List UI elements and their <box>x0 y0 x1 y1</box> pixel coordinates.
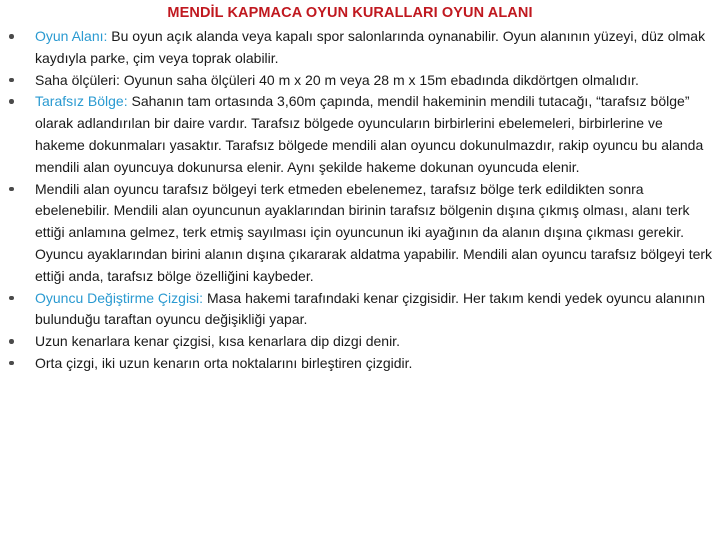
bullet-dot-icon <box>9 78 14 83</box>
bullet-dot-icon <box>9 99 14 104</box>
rule-text: Orta çizgi, iki uzun kenarın orta noktalarını birleştiren çizgidir. <box>35 354 413 371</box>
bullet-dot-icon <box>9 339 14 344</box>
rules-list <box>0 26 720 375</box>
rule-text: Bu oyun açık alanda veya kapalı spor salonlarında oynanabilir. Oyun alanının yüzeyi, düz olmak kaydıyla parke, çim veya toprak olabilir. <box>35 28 706 66</box>
rule-label: Oyuncu Değiştirme Çizgisi: <box>35 289 204 306</box>
rule-item-mendili-alan-oyuncu <box>0 179 720 288</box>
rule-item-kenar-cizgisi <box>0 331 720 353</box>
rule-text: Saha ölçüleri: Oyunun saha ölçüleri 40 m x 20 m veya 28 m x 15m ebadında dikdörtgen olmalıdır. <box>35 71 639 88</box>
rule-item-orta-cizgi <box>0 353 720 375</box>
rule-item-oyun-alani <box>0 26 720 70</box>
bullet-dot-icon <box>9 361 14 366</box>
slide-title: MENDİL KAPMACA OYUN KURALLARI OYUN ALANI <box>167 5 533 21</box>
rule-label: Tarafsız Bölge: <box>35 93 128 110</box>
rule-text: Mendili alan oyuncu tarafsız bölgeyi terk etmeden ebelenemez, tarafsız bölge terk edildikten sonra ebelenebilir. Mendili alan oyuncunun ayaklarından birinin tarafsız bölgenin dışına çıkmış olması, alanı terk ettiği anlamına gelmez, terk etmiş sayılması için oyuncunun iki ayağının da alanın dışına çıkması gerekir. Oyuncu ayaklarından birini alanın dışına çıkararak aldatma yapabilir. Mendili alan oyuncu tarafsız bölgeyi terk ettiği anda, tarafsız bölge özelliğini kaybeder. <box>35 180 713 284</box>
rule-item-tarafsiz-bolge <box>0 91 720 178</box>
rule-text: Masa hakemi tarafındaki kenar çizgisidir. Her takım kendi yedek oyuncu alanının bulunduğu taraftan oyuncu değişikliği yapar. <box>35 289 705 328</box>
rule-text: Sahanın tam ortasında 3,60m çapında, mendil hakeminin mendili tutacağı, “tarafsız bölge” olarak adlandırılan bir daire vardır. Tarafsız bölgede oyuncuların birbirlerini ebelemeleri, birbirlerine ve hakeme dokunmaları yasaktır. Tarafsız bölgede mendili alan oyuncu dokunulmazdır, rakip oyuncu bu alanda mendili alan oyuncuya dokunursa elenir. Aynı şekilde hakeme dokunan oyuncuda elenir. <box>35 93 704 175</box>
rule-item-oyuncu-degistirme <box>0 288 720 332</box>
bullet-dot-icon <box>9 34 14 39</box>
rule-item-saha-olculeri <box>0 70 720 92</box>
bullet-dot-icon <box>9 187 14 192</box>
rule-text: Uzun kenarlara kenar çizgisi, kısa kenarlara dip dizgi denir. <box>35 333 400 350</box>
rule-label: Oyun Alanı: <box>35 28 108 44</box>
bullet-dot-icon <box>9 296 14 301</box>
